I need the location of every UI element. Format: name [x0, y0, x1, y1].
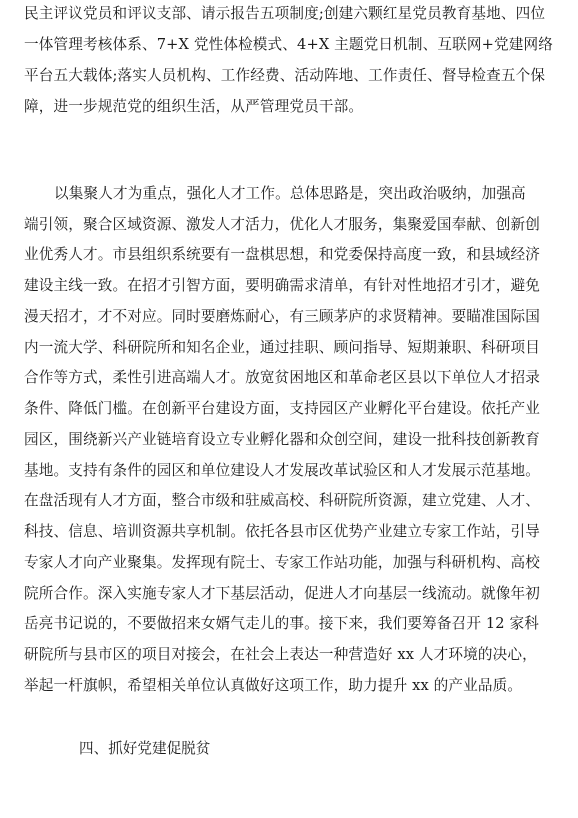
paragraph-2-line-9: 园区，围绕新兴产业链培育设立专业孵化器和众创空间，建设一批科技创新教育: [24, 431, 541, 448]
paragraph-2-line-7: 合作等方式，柔性引进高端人才。放宽贫困地区和革命老区县以下单位人才招录: [24, 369, 541, 386]
paragraph-2-line-15: 岳亮书记说的，不要做招来女婿气走儿的事。接下来，我们要筹备召开 12 家科: [24, 615, 539, 632]
paragraph-2-line-12: 科技、信息、培训资源共享机制。依托各县市区优势产业建立专家工作站，引导: [24, 523, 541, 540]
paragraph-1-line-1: 民主评议党员和评议支部、请示报告五项制度;创建六颗红星党员教育基地、四位: [24, 5, 546, 22]
paragraph-2-line-16: 研院所与县市区的项目对接会，在社会上表达一种营造好 xx 人才环境的决心，: [24, 646, 537, 663]
paragraph-1-line-2: 一体管理考核体系、7+X 党性体检模式、4+X 主题党日机制、互联网+党建网络: [24, 36, 553, 53]
paragraph-1-line-4: 障，进一步规范党的组织生活，从严管理党员干部。: [24, 98, 364, 115]
paragraph-2-line-6: 内一流大学、科研院所和知名企业，通过挂职、顾问指导、短期兼职、科研项目: [24, 339, 541, 356]
paragraph-2-line-3: 业优秀人才。市县组织系统要有一盘棋思想，和党委保持高度一致，和县域经济: [24, 246, 541, 263]
paragraph-2-line-13: 专家人才向产业聚集。发挥现有院士、专家工作站功能，加强与科研机构、高校: [24, 554, 541, 571]
paragraph-2-line-17: 举起一杆旗帜，希望相关单位认真做好这项工作，助力提升 xx 的产业品质。: [24, 677, 523, 694]
paragraph-2-line-14: 院所合作。深入实施专家人才下基层活动，促进人才向基层一线流动。就像年初: [24, 585, 541, 602]
paragraph-2-line-2: 端引领，聚合区域资源、激发人才活力，优化人才服务，集聚爱国奉献、创新创: [24, 216, 541, 233]
paragraph-2-line-11: 在盘活现有人才方面，整合市级和驻威高校、科研院所资源，建立党建、人才、: [24, 492, 541, 509]
section-heading: 四、抓好党建促脱贫: [79, 740, 211, 757]
paragraph-2-line-4: 建设主线一致。在招才引智方面，要明确需求清单，有针对性地招才引才，避免: [24, 277, 541, 294]
paragraph-2-line-8: 条件、降低门槛。在创新平台建设方面，支持园区产业孵化平台建设。依托产业: [24, 400, 541, 417]
paragraph-2-line-5: 漫天招才，才不对应。同时要磨炼耐心，有三顾茅庐的求贤精神。要瞄准国际国: [24, 308, 541, 325]
paragraph-1-line-3: 平台五大载体;落实人员机构、工作经费、活动阵地、工作责任、督导检查五个保: [24, 67, 546, 84]
paragraph-2-line-10: 基地。支持有条件的园区和单位建设人才发展改革试验区和人才发展示范基地。: [24, 462, 541, 479]
paragraph-2-line-1: 以集聚人才为重点，强化人才工作。总体思路是，突出政治吸纳，加强高: [54, 185, 526, 202]
